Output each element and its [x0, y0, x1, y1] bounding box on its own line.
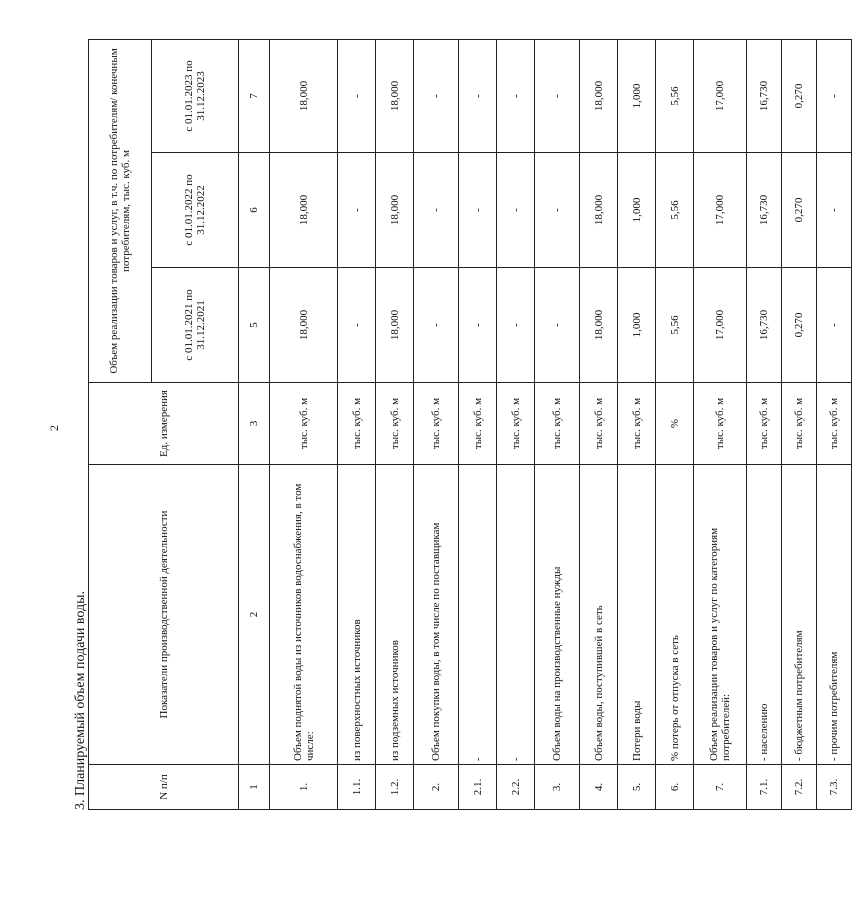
table-row: [459, 39, 497, 809]
table-row: [270, 39, 338, 809]
row-value-2021: -: [497, 268, 535, 383]
row-value-2021: -: [817, 268, 852, 383]
row-unit: тыс. куб. м: [694, 383, 747, 465]
row-indicator: из подземных источников: [376, 465, 414, 765]
row-value-2021: -: [338, 268, 376, 383]
row-number: 4.: [580, 765, 618, 810]
row-unit: тыс. куб. м: [618, 383, 656, 465]
column-number: 3: [239, 383, 270, 465]
column-number: 5: [239, 268, 270, 383]
row-value-2022: 16,730: [747, 153, 782, 268]
row-unit: тыс. куб. м: [270, 383, 338, 465]
row-value-2021: 0,270: [782, 268, 817, 383]
row-value-2023: 18,000: [580, 39, 618, 152]
row-number: 1.2.: [376, 765, 414, 810]
row-number: 7.3.: [817, 765, 852, 810]
table-row: [817, 39, 852, 809]
table-row: [747, 39, 782, 809]
header-unit: Ед. измерения: [89, 383, 239, 465]
row-value-2021: 16,730: [747, 268, 782, 383]
column-number: 6: [239, 153, 270, 268]
row-value-2022: -: [817, 153, 852, 268]
row-indicator: -: [459, 465, 497, 765]
row-unit: тыс. куб. м: [817, 383, 852, 465]
row-number: 1.: [270, 765, 338, 810]
row-value-2021: 17,000: [694, 268, 747, 383]
table-row: [618, 39, 656, 809]
table-body: [270, 39, 852, 809]
table-row: [782, 39, 817, 809]
table-row: [338, 39, 376, 809]
row-number: 2.1.: [459, 765, 497, 810]
row-value-2021: 18,000: [270, 268, 338, 383]
row-value-2022: 5,56: [656, 153, 694, 268]
row-indicator: Объем реализации товаров и услуг по категориям потребителей:: [694, 465, 747, 765]
row-indicator: - прочим потребителям: [817, 465, 852, 765]
table-row: [656, 39, 694, 809]
row-value-2022: 18,000: [376, 153, 414, 268]
header-indicator: Показатели производственной деятельности: [89, 465, 239, 765]
row-value-2023: -: [459, 39, 497, 152]
row-value-2023: -: [338, 39, 376, 152]
row-unit: тыс. куб. м: [535, 383, 580, 465]
row-value-2023: 18,000: [376, 39, 414, 152]
header-period-2022: с 01.01.2022 по 31.12.2022: [152, 153, 239, 268]
row-number: 1.1.: [338, 765, 376, 810]
row-value-2022: -: [459, 153, 497, 268]
row-unit: тыс. куб. м: [459, 383, 497, 465]
row-value-2023: 1,000: [618, 39, 656, 152]
row-value-2023: -: [535, 39, 580, 152]
row-number: 3.: [535, 765, 580, 810]
column-number: 2: [239, 465, 270, 765]
row-value-2022: -: [414, 153, 459, 268]
column-number-row: [239, 39, 270, 809]
row-value-2022: 18,000: [270, 153, 338, 268]
row-indicator: Объем покупки воды, в том числе по поставщикам: [414, 465, 459, 765]
row-indicator: из поверхностных источников: [338, 465, 376, 765]
row-unit: тыс. куб. м: [747, 383, 782, 465]
header-row: [89, 39, 152, 809]
row-indicator: Объем поднятой воды из источников водоснабжения, в том числе:: [270, 465, 338, 765]
row-indicator: - бюджетным потребителям: [782, 465, 817, 765]
row-value-2023: 5,56: [656, 39, 694, 152]
row-value-2022: -: [338, 153, 376, 268]
row-value-2023: 17,000: [694, 39, 747, 152]
row-value-2022: 18,000: [580, 153, 618, 268]
row-number: 5.: [618, 765, 656, 810]
table-row: [535, 39, 580, 809]
row-unit: тыс. куб. м: [497, 383, 535, 465]
row-value-2021: 5,56: [656, 268, 694, 383]
row-value-2021: 18,000: [376, 268, 414, 383]
row-value-2022: 0,270: [782, 153, 817, 268]
row-value-2022: 17,000: [694, 153, 747, 268]
row-number: 6.: [656, 765, 694, 810]
row-number: 2.: [414, 765, 459, 810]
row-value-2021: -: [414, 268, 459, 383]
table-row: [376, 39, 414, 809]
table-row: [694, 39, 747, 809]
page-number: 2: [47, 425, 61, 431]
row-unit: тыс. куб. м: [580, 383, 618, 465]
row-number: 7.2.: [782, 765, 817, 810]
column-number: 7: [239, 39, 270, 152]
row-number: 2.2.: [497, 765, 535, 810]
row-value-2021: -: [459, 268, 497, 383]
row-indicator: Объем воды на производственные нужды: [535, 465, 580, 765]
row-unit: тыс. куб. м: [338, 383, 376, 465]
row-indicator: Объем воды, поступившей в сеть: [580, 465, 618, 765]
section-heading: 3. Планируемый объем подачи воды.: [73, 590, 88, 810]
row-unit: тыс. куб. м: [414, 383, 459, 465]
column-number: 1: [239, 765, 270, 810]
row-indicator: % потерь от отпуска в сеть: [656, 465, 694, 765]
row-indicator: Потери воды: [618, 465, 656, 765]
header-period-2023: с 01.01.2023 по 31.12.2023: [152, 39, 239, 152]
row-number: 7.: [694, 765, 747, 810]
row-value-2022: -: [497, 153, 535, 268]
row-indicator: - населению: [747, 465, 782, 765]
table-row: [414, 39, 459, 809]
row-value-2023: -: [497, 39, 535, 152]
row-value-2023: -: [414, 39, 459, 152]
row-value-2023: -: [817, 39, 852, 152]
row-value-2021: -: [535, 268, 580, 383]
row-unit: тыс. куб. м: [782, 383, 817, 465]
row-value-2022: 1,000: [618, 153, 656, 268]
row-value-2021: 1,000: [618, 268, 656, 383]
row-value-2023: 18,000: [270, 39, 338, 152]
row-unit: тыс. куб. м: [376, 383, 414, 465]
row-value-2023: 0,270: [782, 39, 817, 152]
row-value-2023: 16,730: [747, 39, 782, 152]
header-period-2021: с 01.01.2021 по 31.12.2021: [152, 268, 239, 383]
table-row: [580, 39, 618, 809]
header-num: N п/п: [89, 765, 239, 810]
water-supply-table: [88, 39, 852, 810]
row-indicator: -: [497, 465, 535, 765]
row-value-2022: -: [535, 153, 580, 268]
table-row: [497, 39, 535, 809]
row-unit: %: [656, 383, 694, 465]
row-value-2021: 18,000: [580, 268, 618, 383]
header-group: Объем реализации товаров и услуг, в т.ч. по потребителям/ конечным потребителям, тыс. куб. м: [89, 39, 152, 382]
row-number: 7.1.: [747, 765, 782, 810]
